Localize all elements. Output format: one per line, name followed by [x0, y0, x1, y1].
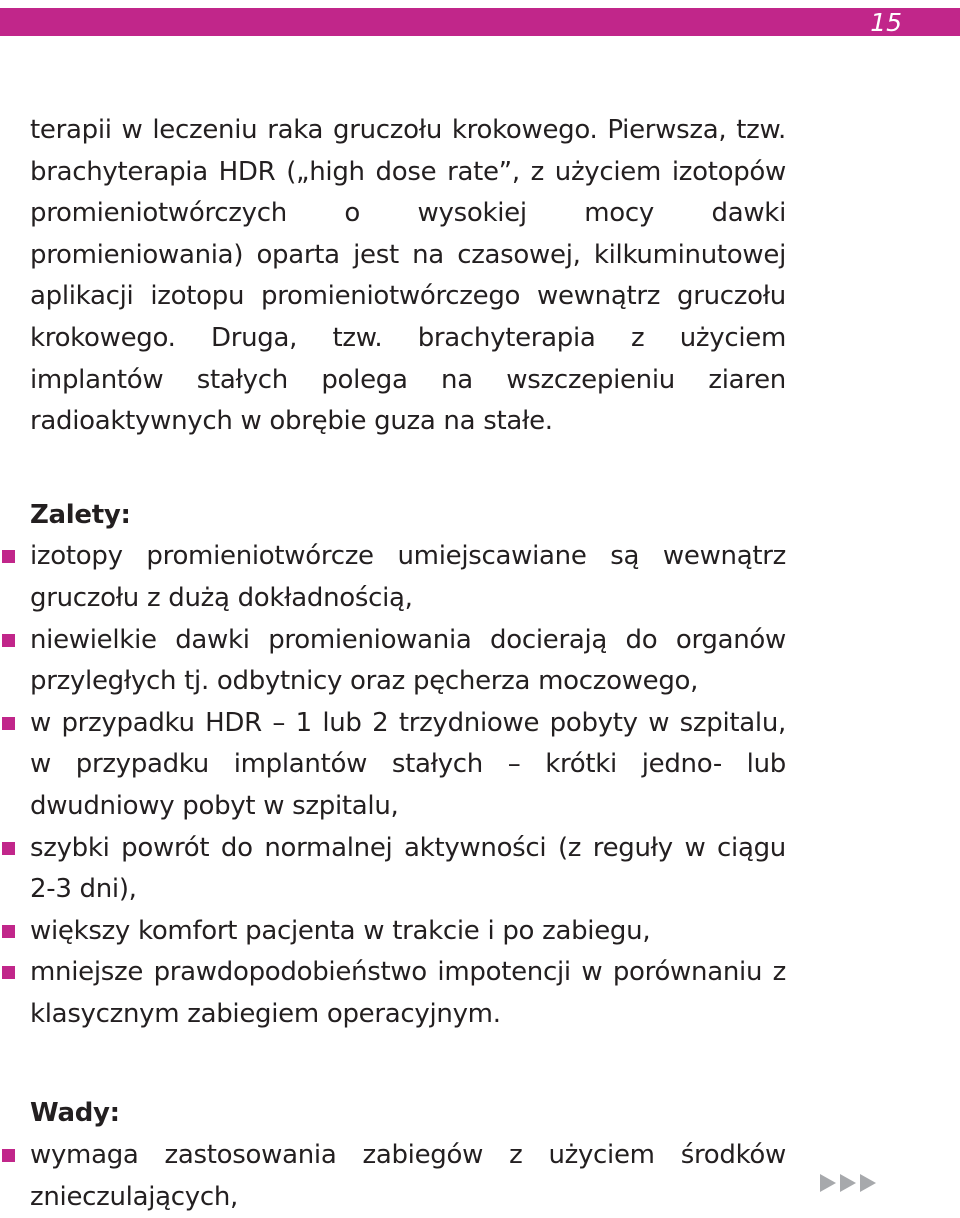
- arrow-right-icon: [860, 1174, 876, 1192]
- list-item: [30, 620, 786, 703]
- list-item: [30, 703, 786, 828]
- list-item: [30, 1135, 786, 1218]
- list-item-text: większy komfort pacjenta w trakcie i po zabiegu,: [30, 915, 651, 946]
- list-item: [30, 828, 786, 911]
- square-bullet-icon: [2, 634, 15, 647]
- list-item: [30, 536, 786, 619]
- arrow-right-icon: [840, 1174, 856, 1192]
- intro-paragraph: terapii w leczeniu raka gruczołu krokowego. Pierwsza, tzw. brachyterapia HDR („high dose rate”, z użyciem izotopów promieniotwórczych o wysokiej mocy dawki promieniowania) oparta jest na czasowej, kilkuminutowej aplikacji izotopu promieniotwórczego wewnątrz gruczołu krokowego. Druga, tzw. brachyterapia z użyciem implantów stałych polega na wszczepieniu ziaren radioaktywnych w obrębie guza na stałe.: [30, 115, 786, 437]
- advantages-list: [30, 536, 786, 1035]
- list-item-text: szybki powrót do normalnej aktywności (z reguły w ciągu 2-3 dni),: [30, 832, 786, 905]
- list-item-text: niewielkie dawki promieniowania docierają do organów przyległych tj. odbytnicy oraz pęcherza moczowego,: [30, 624, 786, 697]
- disadvantages-list: [30, 1135, 786, 1218]
- list-item: [30, 952, 786, 1035]
- header-bar: [0, 8, 960, 36]
- triple-arrow-right-icon: [820, 1174, 876, 1192]
- square-bullet-icon: [2, 550, 15, 563]
- square-bullet-icon: [2, 842, 15, 855]
- list-item-text: w przypadku HDR – 1 lub 2 trzydniowe pobyty w szpitalu, w przypadku implantów stałych – krótki jedno- lub dwudniowy pobyt w szpitalu,: [30, 707, 786, 821]
- square-bullet-icon: [2, 925, 15, 938]
- list-item: [30, 911, 786, 953]
- square-bullet-icon: [2, 1149, 15, 1162]
- square-bullet-icon: [2, 717, 15, 730]
- page-number: 15: [870, 8, 902, 37]
- list-item-text: wymaga zastosowania zabiegów z użyciem środków znieczulających,: [30, 1140, 786, 1212]
- list-item-text: izotopy promieniotwórcze umiejscawiane są wewnątrz gruczołu z dużą dokładnością,: [30, 541, 786, 613]
- arrow-right-icon: [820, 1174, 836, 1192]
- disadvantages-title: Wady:: [30, 1098, 120, 1129]
- list-item-text: mniejsze prawdopodobieństwo impotencji w porównaniu z klasycznym zabiegiem operacyjnym.: [30, 957, 786, 1029]
- page-content: [30, 110, 786, 1218]
- advantages-title: Zalety:: [30, 499, 131, 530]
- square-bullet-icon: [2, 966, 15, 979]
